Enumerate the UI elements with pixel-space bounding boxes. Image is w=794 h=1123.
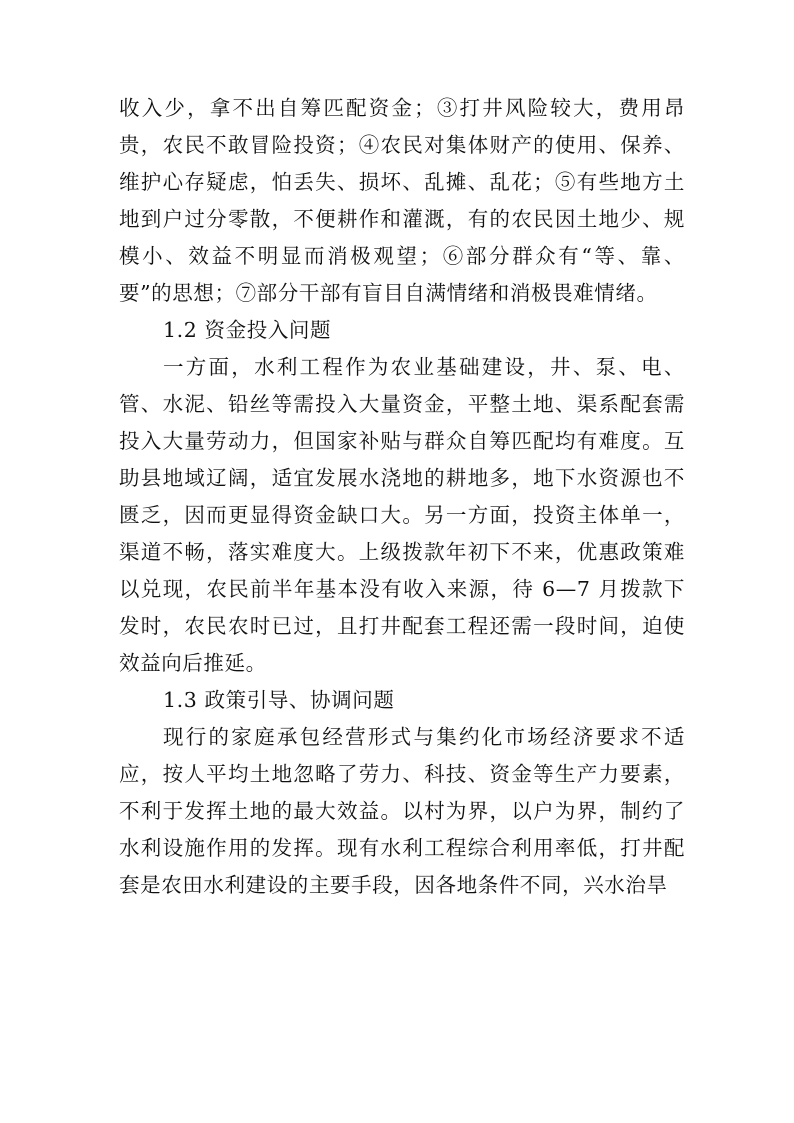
section-heading-1-2: 1.2 资金投入问题 — [163, 318, 332, 342]
paragraph-policy: 现行的家庭承包经营形式与集约化市场经济要求不适应，按人平均土地忽略了劳力、科技、资金等生产力要素，不利于发挥土地的最大效益。以村为界，以户为界，制约了水利设施作用的发挥。现有水利工程综合利用率低，打井配套是农田水利建设的主要手段，因各地条件不同，兴水治旱 — [119, 725, 685, 897]
paragraph-continued: 收入少，拿不出自筹匹配资金；③打井风险较大，费用昂贵，农民不敢冒险投资；④农民对集体财产的使用、保养、维护心存疑虑，怕丢失、损坏、乱摊、乱花；⑤有些地方土地到户过分零散，不便耕作和灌溉，有的农民因土地少、规模小、效益不明显而消极观望；⑥部分群众有“等、靠、要”的思想；⑦部分干部有盲目自满情绪和消极畏难情绪。 — [119, 96, 685, 305]
document-page — [119, 90, 685, 904]
paragraph-funding: 一方面，水利工程作为农业基础建设，井、泵、电、管、水泥、铅丝等需投入大量资金，平整土地、渠系配套需投入大量劳动力，但国家补贴与群众自筹匹配均有难度。互助县地域辽阔，适宜发展水浇地的耕地多，地下水资源也不匮乏，因而更显得资金缺口大。另一方面，投资主体单一，渠道不畅，落实难度大。上级拨款年初下不来，优惠政策难以兑现，农民前半年基本没有收入来源，待 6—7 月拨款下发时，农民农时已过，且打井配套工程还需一段时间，迫使效益向后推延。 — [119, 355, 685, 675]
section-heading-1-3: 1.3 政策引导、协调问题 — [163, 688, 395, 712]
